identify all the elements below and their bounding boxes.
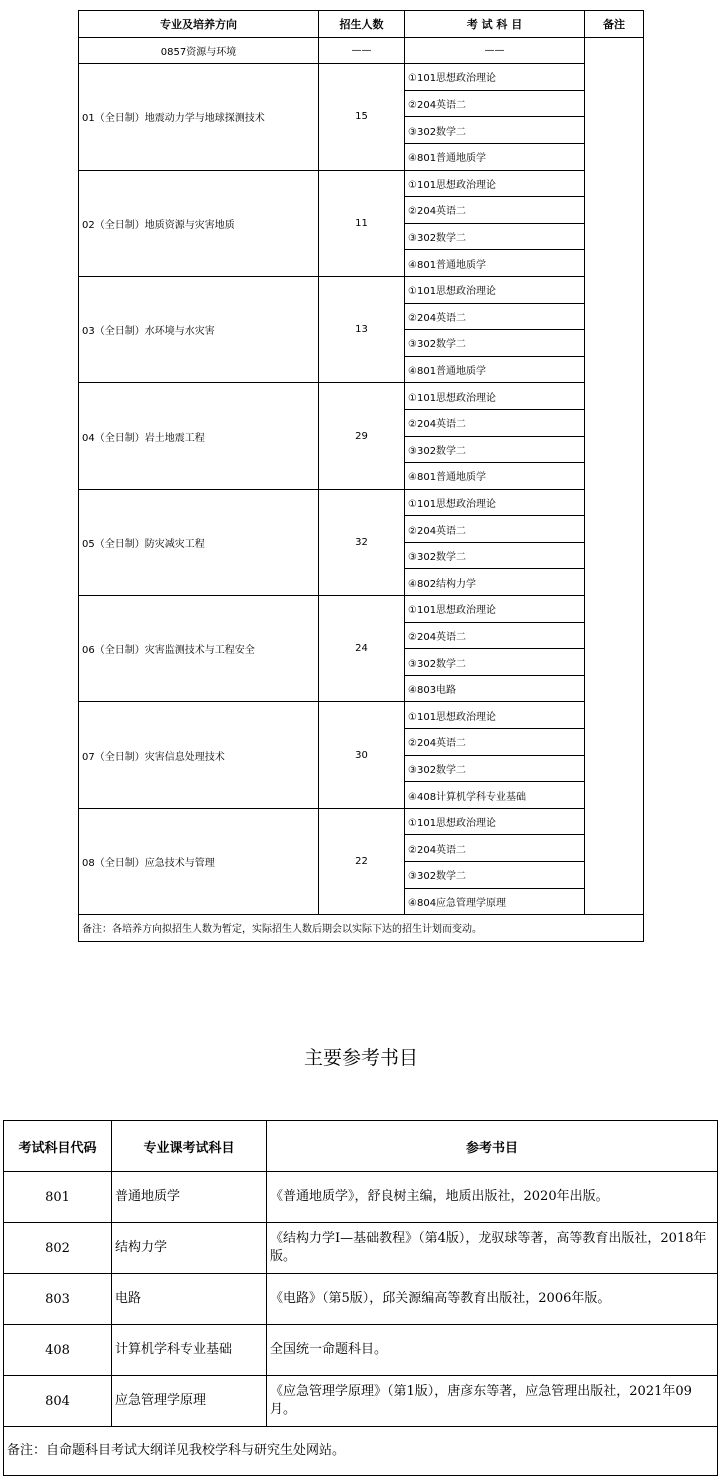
enrollment-count: 13 xyxy=(319,276,405,382)
subject-row xyxy=(79,170,644,197)
exam-subject: ①101思想政治理论 xyxy=(405,276,585,303)
table-note: 备注：各培养方向拟招生人数为暂定，实际招生人数后期会以实际下达的招生计划而变动。 xyxy=(79,915,644,942)
program-subjects: —— xyxy=(405,37,585,64)
subject-code: 804 xyxy=(4,1376,112,1427)
exam-subject: ④408计算机学科专业基础 xyxy=(405,782,585,809)
subject-name: 电路 xyxy=(112,1274,267,1325)
reference-row xyxy=(4,1274,718,1325)
exam-subject: ④801普通地质学 xyxy=(405,143,585,170)
subject-row xyxy=(79,64,644,91)
exam-subject: ②204英语二 xyxy=(405,90,585,117)
header-count: 招生人数 xyxy=(319,11,405,38)
subject-row xyxy=(79,808,644,835)
direction-name: 07（全日制）灾害信息处理技术 xyxy=(79,702,319,808)
exam-subject: ③302数学二 xyxy=(405,117,585,144)
exam-subject: ③302数学二 xyxy=(405,436,585,463)
header-book: 参考书目 xyxy=(267,1121,718,1172)
admission-table xyxy=(78,10,644,942)
exam-subject: ①101思想政治理论 xyxy=(405,170,585,197)
subject-row xyxy=(79,276,644,303)
reference-table xyxy=(3,1120,718,1476)
program-count: —— xyxy=(319,37,405,64)
subject-row xyxy=(79,702,644,729)
reference-title: 主要参考书目 xyxy=(303,1047,418,1069)
reference-book: 全国统一命题科目。 xyxy=(267,1325,718,1376)
enrollment-count: 22 xyxy=(319,808,405,914)
exam-subject: ②204英语二 xyxy=(405,303,585,330)
exam-subject: ①101思想政治理论 xyxy=(405,808,585,835)
header-code: 考试科目代码 xyxy=(4,1121,112,1172)
enrollment-count: 30 xyxy=(319,702,405,808)
reference-row xyxy=(4,1325,718,1376)
reference-book: 《普通地质学》，舒良树主编，地质出版社，2020年出版。 xyxy=(267,1172,718,1223)
exam-subject: ①101思想政治理论 xyxy=(405,64,585,91)
enrollment-count: 24 xyxy=(319,596,405,702)
exam-subject: ③302数学二 xyxy=(405,755,585,782)
exam-subject: ③302数学二 xyxy=(405,330,585,357)
reference-table-body xyxy=(4,1121,718,1476)
enrollment-count: 29 xyxy=(319,383,405,489)
exam-subject: ①101思想政治理论 xyxy=(405,596,585,623)
direction-name: 02（全日制）地质资源与灾害地质 xyxy=(79,170,319,276)
enrollment-count: 32 xyxy=(319,489,405,595)
exam-subject: ④804应急管理学原理 xyxy=(405,888,585,915)
header-subjects: 考 试 科 目 xyxy=(405,11,585,38)
remarks-cell xyxy=(585,37,644,915)
subject-row xyxy=(79,596,644,623)
subject-code: 408 xyxy=(4,1325,112,1376)
reference-row xyxy=(4,1376,718,1427)
subject-row xyxy=(79,383,644,410)
subject-code: 803 xyxy=(4,1274,112,1325)
exam-subject: ③302数学二 xyxy=(405,542,585,569)
exam-subject: ②204英语二 xyxy=(405,622,585,649)
enrollment-count: 11 xyxy=(319,170,405,276)
reference-book: 《应急管理学原理》（第1版），唐彦东等著，应急管理出版社，2021年09月。 xyxy=(267,1376,718,1427)
reference-row xyxy=(4,1223,718,1274)
reference-book: 《结构力学I—基础教程》（第4版），龙驭球等著，高等教育出版社，2018年版。 xyxy=(267,1223,718,1274)
exam-subject: ④801普通地质学 xyxy=(405,463,585,490)
exam-subject: ③302数学二 xyxy=(405,862,585,889)
subject-name: 计算机学科专业基础 xyxy=(112,1325,267,1376)
exam-subject: ①101思想政治理论 xyxy=(405,702,585,729)
exam-subject: ②204英语二 xyxy=(405,409,585,436)
exam-subject: ①101思想政治理论 xyxy=(405,489,585,516)
program-name: 0857资源与环境 xyxy=(79,37,319,64)
exam-subject: ④801普通地质学 xyxy=(405,250,585,277)
exam-subject: ③302数学二 xyxy=(405,649,585,676)
enrollment-count: 15 xyxy=(319,64,405,170)
reference-note: 备注：自命题科目考试大纲详见我校学科与研究生处网站。 xyxy=(4,1427,718,1476)
reference-note-row xyxy=(4,1427,718,1476)
header-row xyxy=(79,11,644,38)
exam-subject: ④801普通地质学 xyxy=(405,356,585,383)
exam-subject: ②204英语二 xyxy=(405,729,585,756)
exam-subject: ③302数学二 xyxy=(405,223,585,250)
reference-header-row xyxy=(4,1121,718,1172)
reference-book: 《电路》（第5版），邱关源编高等教育出版社，2006年版。 xyxy=(267,1274,718,1325)
direction-name: 03（全日制）水环境与水灾害 xyxy=(79,276,319,382)
direction-name: 05（全日制）防灾减灾工程 xyxy=(79,489,319,595)
direction-name: 08（全日制）应急技术与管理 xyxy=(79,808,319,914)
header-remarks: 备注 xyxy=(585,11,644,38)
exam-subject: ②204英语二 xyxy=(405,516,585,543)
admission-table-body xyxy=(79,11,644,942)
reference-row xyxy=(4,1172,718,1223)
header-subject: 专业课考试科目 xyxy=(112,1121,267,1172)
header-direction: 专业及培养方向 xyxy=(79,11,319,38)
direction-name: 04（全日制）岩土地震工程 xyxy=(79,383,319,489)
subject-name: 应急管理学原理 xyxy=(112,1376,267,1427)
subject-name: 结构力学 xyxy=(112,1223,267,1274)
program-row xyxy=(79,37,644,64)
subject-code: 801 xyxy=(4,1172,112,1223)
exam-subject: ②204英语二 xyxy=(405,835,585,862)
exam-subject: ④803电路 xyxy=(405,675,585,702)
exam-subject: ②204英语二 xyxy=(405,197,585,224)
direction-name: 06（全日制）灾害监测技术与工程安全 xyxy=(79,596,319,702)
exam-subject: ④802结构力学 xyxy=(405,569,585,596)
direction-name: 01（全日制）地震动力学与地球探测技术 xyxy=(79,64,319,170)
subject-code: 802 xyxy=(4,1223,112,1274)
subject-row xyxy=(79,489,644,516)
exam-subject: ①101思想政治理论 xyxy=(405,383,585,410)
note-row xyxy=(79,915,644,942)
subject-name: 普通地质学 xyxy=(112,1172,267,1223)
